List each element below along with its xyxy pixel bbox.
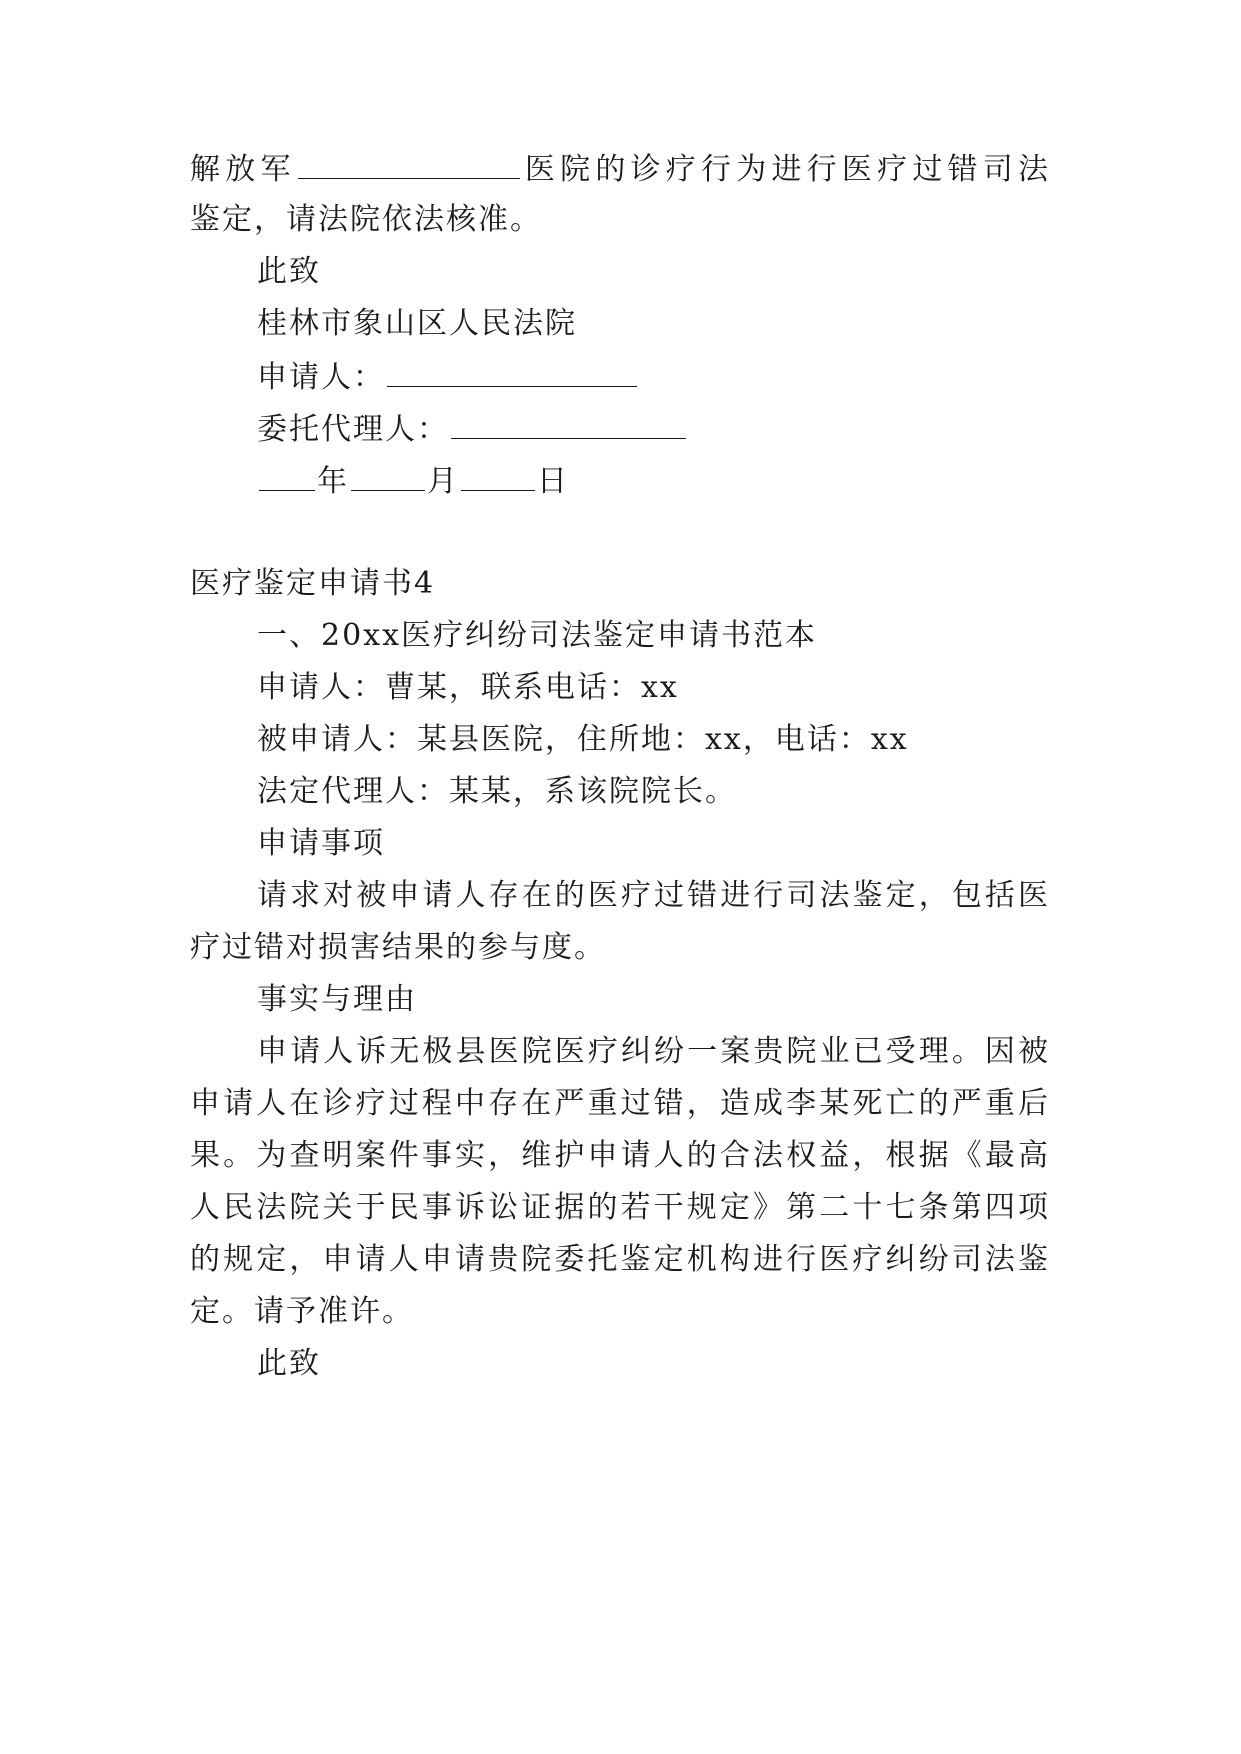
text-fragment: 解放军: [190, 152, 296, 187]
section-subtitle: 一、20xx医疗纠纷司法鉴定申请书范本: [257, 618, 818, 653]
facts-heading: 事实与理由: [257, 982, 417, 1017]
paragraph-line: 人民法院关于民事诉讼证据的若干规定》第二十七条第四项: [190, 1190, 1050, 1225]
applicant-signature-line: [257, 356, 1117, 398]
addressee: 桂林市象山区人民法院: [257, 306, 577, 341]
paragraph-line: 疗过错对损害结果的参与度。: [190, 930, 606, 965]
applicant-label: 申请人：: [257, 360, 385, 395]
agent-signature-line: [257, 408, 1117, 450]
agent-label: 委托代理人：: [257, 412, 449, 447]
text-fragment: 医院的诊疗行为进行医疗过错司法: [521, 152, 1051, 187]
legal-representative-info: 法定代理人：某某，系该院院长。: [257, 774, 737, 809]
day-blank: [461, 460, 535, 491]
matters-heading: 申请事项: [257, 826, 385, 861]
respondent-info: 被申请人：某县医院，住所地：xx，电话：xx: [257, 722, 909, 757]
paragraph-line: 请求对被申请人存在的医疗过错进行司法鉴定，包括医: [257, 878, 1050, 913]
paragraph-line: 申请人在诊疗过程中存在严重过错，造成李某死亡的严重后: [190, 1086, 1050, 1121]
paragraph-line: 申请人诉无极县医院医疗纠纷一案贵院业已受理。因被: [257, 1034, 1050, 1069]
year-blank: [259, 460, 315, 491]
day-label: 日: [537, 464, 569, 499]
paragraph-line: 果。为查明案件事实，维护申请人的合法权益，根据《最高: [190, 1138, 1050, 1173]
paragraph-line: 的规定，申请人申请贵院委托鉴定机构进行医疗纠纷司法鉴: [190, 1242, 1050, 1277]
agent-blank: [451, 408, 686, 439]
paragraph-line: [190, 148, 1050, 190]
salutation: 此致: [257, 1346, 321, 1381]
paragraph-line: 定。请予准许。: [190, 1294, 414, 1329]
date-line: [257, 460, 1117, 502]
month-label: 月: [427, 464, 459, 499]
fill-in-blank: [298, 148, 520, 179]
salutation: 此致: [257, 254, 321, 289]
section-heading: 医疗鉴定申请书4: [190, 566, 436, 601]
paragraph-line: 鉴定，请法院依法核准。: [190, 202, 542, 237]
year-label: 年: [317, 464, 349, 499]
applicant-blank: [387, 356, 637, 387]
month-blank: [351, 460, 425, 491]
applicant-info: 申请人：曹某，联系电话：xx: [257, 670, 679, 705]
